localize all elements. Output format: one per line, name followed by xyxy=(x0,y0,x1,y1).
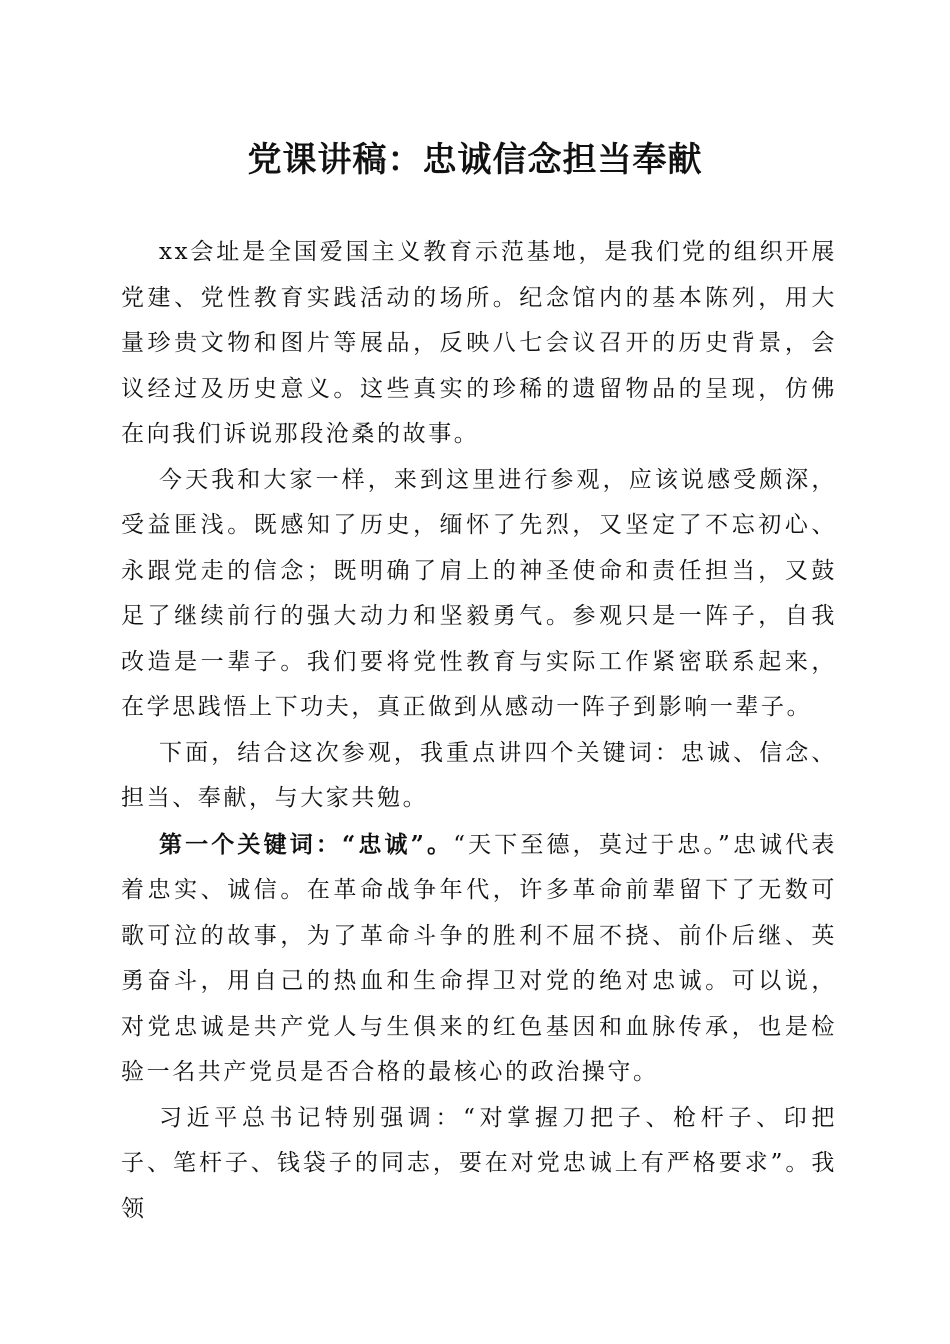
keyword-body: “天下至德，莫过于忠。”忠诚代表着忠实、诚信。在革命战争年代，许多革命前辈留下了无数可歌可泣的故事，为了革命斗争的胜利不屈不挠、前仆后继、英勇奋斗，用自己的热血和生命捍卫对党的绝对忠诚。可以说，对党忠诚是共产党人与生俱来的红色基因和血脉传承，也是检验一名共产党员是否合格的最核心的政治操守。 xyxy=(121,831,837,1085)
document-body xyxy=(121,230,837,1232)
paragraph-visit-reflection: 今天我和大家一样，来到这里进行参观，应该说感受颇深，受益匪浅。既感知了历史，缅怀了先烈，又坚定了不忘初心、永跟党走的信念；既明确了肩上的神圣使命和责任担当，又鼓足了继续前行的强大动力和坚毅勇气。参观只是一阵子，自我改造是一辈子。我们要将党性教育与实际工作紧密联系起来，在学思践悟上下功夫，真正做到从感动一阵子到影响一辈子。 xyxy=(121,466,837,720)
paragraph-quote-requirement: 习近平总书记特别强调：“对掌握刀把子、枪杆子、印把子、笔杆子、钱袋子的同志，要在对党忠诚上有严格要求”。我领 xyxy=(121,1104,837,1222)
document-title: 党课讲稿：忠诚信念担当奉献 xyxy=(247,140,703,180)
paragraph-keyword-loyalty xyxy=(121,822,837,1096)
keyword-heading: 第一个关键词：“忠诚”。 xyxy=(159,830,454,858)
paragraph-venue-intro: xx会址是全国爱国主义教育示范基地，是我们党的组织开展党建、党性教育实践活动的场所。纪念馆内的基本陈列，用大量珍贵文物和图片等展品，反映八七会议召开的历史背景，会议经过及历史意义。这些真实的珍稀的遗留物品的呈现，仿佛在向我们诉说那段沧桑的故事。 xyxy=(121,239,837,447)
paragraph-four-keywords: 下面，结合这次参观，我重点讲四个关键词：忠诚、信念、担当、奉献，与大家共勉。 xyxy=(121,739,837,811)
